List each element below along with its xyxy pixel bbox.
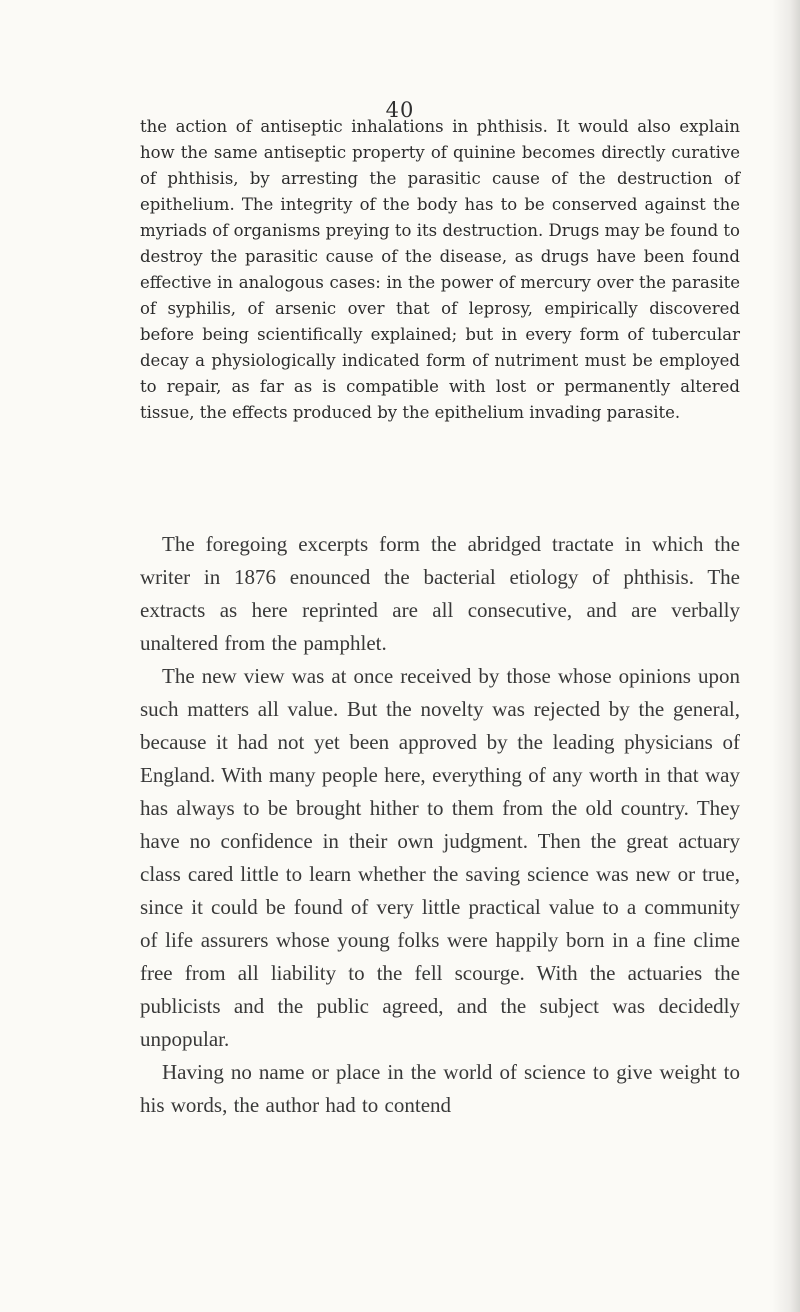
excerpt-paragraph: the action of antiseptic inhalations in phthisis. It would also explain how the same antiseptic property of quinine becomes directly curative of phthisis, by arresting the parasitic cause of the destruction of epithelium. The integrity of the body has to be conserved against the myriads of organisms preying to its destruction. Drugs may be found to destroy the parasitic cause of the disease, as drugs have been found effective in analogous cases: in the power of mercury over the parasite of syphilis, of arsenic over that of leprosy, empirically discovered before being scientifically explained; but in every form of tubercular decay a physiologically indicated form of nutriment must be employed to repair, as far as is compatible with lost or permanently altered tissue, the effects produced by the epithelium invading parasite. — [140, 117, 740, 422]
body-paragraph-2: The new view was at once received by those whose opinions upon such matters all value. But the novelty was rejected by the general, because it had not yet been approved by the leading physicians of England. With many people here, everything of any worth in that way has always to be brought hither to them from the old country. They have no confidence in their own judgment. Then the great actuary class cared little to learn whether the saving science was new or true, since it could be found of very little practical value to a community of life assurers whose young folks were happily born in a fine clime free from all liability to the fell scourge. With the actuaries the publicists and the public agreed, and the subject was decidedly unpopular. — [140, 664, 740, 1051]
page-number: 40 — [385, 98, 415, 122]
body-paragraph-1: The foregoing excerpts form the abridged tractate in which the writer in 1876 enounced the bacterial etiology of phthisis. The extracts as here reprinted are all consecutive, and are verbally unaltered from the pamphlet. — [140, 532, 740, 655]
binding-shadow — [772, 0, 800, 1312]
body-paragraph-3: Having no name or place in the world of science to give weight to his words, the author had to contend — [140, 1060, 740, 1117]
body-text — [140, 528, 740, 1122]
